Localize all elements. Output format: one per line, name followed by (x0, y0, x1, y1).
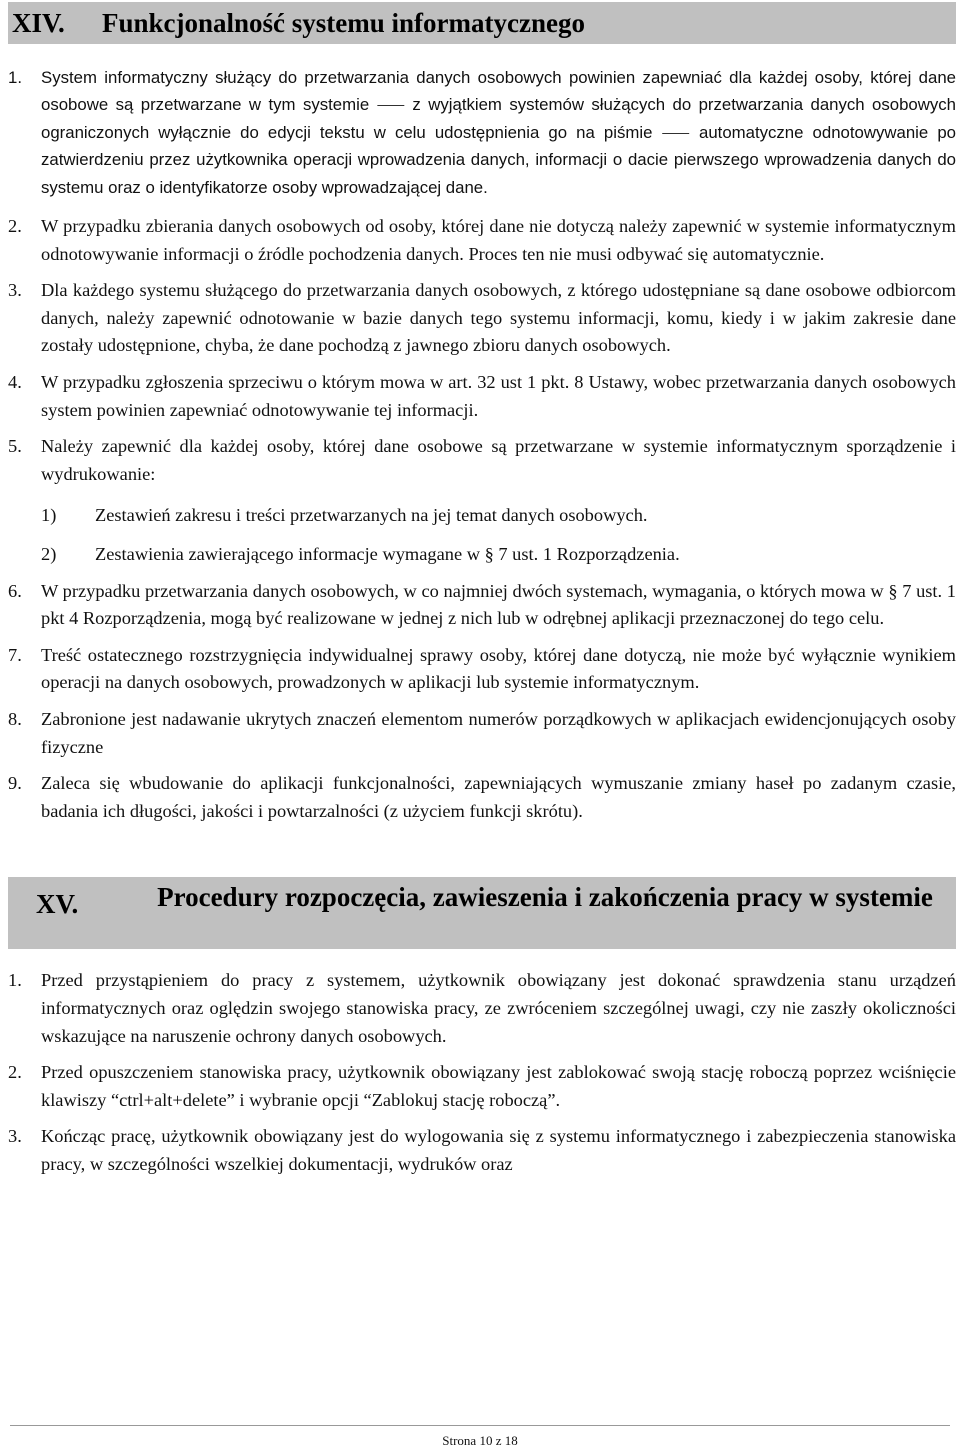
page-number: Strona 10 z 18 (442, 1433, 518, 1448)
sub-list-item: 1) Zestawień zakresu i treści przetwarzanych na jej temat danych osobowych. (41, 505, 648, 526)
list-item: 3. Kończąc pracę, użytkownik obowiązany jest do wylogowania się z systemu informatycznego i zabezpieczenia stanowiska pracy, w szczególności wszelkiej dokumentacji, wydruków oraz (8, 1126, 956, 1174)
section-number: XIV. (12, 7, 65, 38)
document-page (8, 0, 956, 1178)
list-item: 5. Należy zapewnić dla każdej osoby, której dane osobowe są przetwarzane w systemie informatycznym sporządzenie i wydrukowanie: (8, 436, 956, 484)
section-heading-xiv (8, 2, 956, 44)
section-title: Funkcjonalność systemu informatycznego (102, 7, 585, 38)
list-item: 7. Treść ostatecznego rozstrzygnięcia indywidualnej sprawy osoby, której dane dotyczą, nie może być wyłącznie wynikiem operacji na danych osobowych, prowadzonych w aplikacji lub systemie informatycznym. (8, 644, 956, 693)
section-title: Procedury rozpoczęcia, zawieszenia i zakończenia pracy w systemie (157, 882, 933, 913)
section-number: XV. (36, 889, 79, 920)
list-item: 1. System informatyczny służący do przetwarzania danych osobowych powinien zapewniać dla każdej osoby, której dane osobowe są przetwarzane w tym systemie ⸺ z wyjątkiem systemów służących do przetwarzania danych osobowych ograniczonych wyłącznie do edycji tekstu w celu udostępnienia go na piśmie ⸺ automatyczne odnotowywanie po zatwierdzeniu przez użytkownika operacji wprowadzenia danych, informacji o dacie pierwszego wprowadzenia danych do systemu oraz o identyfikatorze osoby wprowadzającej dane. (8, 68, 956, 197)
list-item: 8. Zabronione jest nadawanie ukrytych znaczeń elementom numerów porządkowych w aplikacjach ewidencjonujących osoby fizyczne (8, 708, 956, 757)
section-heading-xv (8, 877, 956, 949)
list-item: 2. Przed opuszczeniem stanowiska pracy, użytkownik obowiązany jest zablokować swoją stację roboczą poprzez wciśnięcie klawiszy “ctrl+alt+delete” i wybranie opcji “Zablokuj stację roboczą”. (8, 1062, 956, 1110)
list-item: 4. W przypadku zgłoszenia sprzeciwu o którym mowa w art. 32 ust 1 pkt. 8 Ustawy, wobec przetwarzania danych osobowych system powinien zapewniać odnotowywanie tej informacji. (8, 372, 956, 420)
list-item: 2. W przypadku zbierania danych osobowych od osoby, której dane nie dotyczą należy zapewnić w systemie informatycznym odnotowywanie informacji o źródle pochodzenia danych. Proces ten nie musi odbywać się automatycznie. (8, 216, 956, 264)
list-item: 9. Zaleca się wbudowanie do aplikacji funkcjonalności, zapewniających wymuszanie zmiany haseł po zadanym czasie, badania ich długości, jakości i powtarzalności (z użyciem funkcji skrótu). (8, 773, 956, 821)
list-item: 3. Dla każdego systemu służącego do przetwarzania danych osobowych, z którego udostępniane są dane osobowe odbiorcom danych, należy zapewnić odnotowanie w bazie danych tego systemu informacji, komu, kiedy i w jakim zakresie dane zostały udostępnione, chyba, że dane pochodzą z jawnego zbioru danych osobowych. (8, 280, 956, 356)
footer-divider (10, 1425, 950, 1426)
section-xv-list (8, 967, 956, 1178)
sub-list-item: 2) Zestawienia zawierającego informacje wymagane w § 7 ust. 1 Rozporządzenia. (41, 543, 680, 564)
list-item: 6. W przypadku przetwarzania danych osobowych, w co najmniej dwóch systemach, wymagania, o których mowa w § 7 ust. 1 pkt 4 Rozporządzenia, mogą być realizowane w jednej z nich lub w odrębnej aplikacji przeznaczonej do tego celu. (8, 580, 956, 629)
list-item: 1. Przed przystąpieniem do pracy z systemem, użytkownik obowiązany jest dokonać sprawdzenia stanu urządzeń informatycznych oraz oględzin swojego stanowiska pracy, ze zwróceniem szczególnej uwagi, czy nie zaszły okoliczności wskazujące na naruszenie ochrony danych osobowych. (8, 970, 956, 1046)
section-xiv-list (8, 64, 956, 825)
